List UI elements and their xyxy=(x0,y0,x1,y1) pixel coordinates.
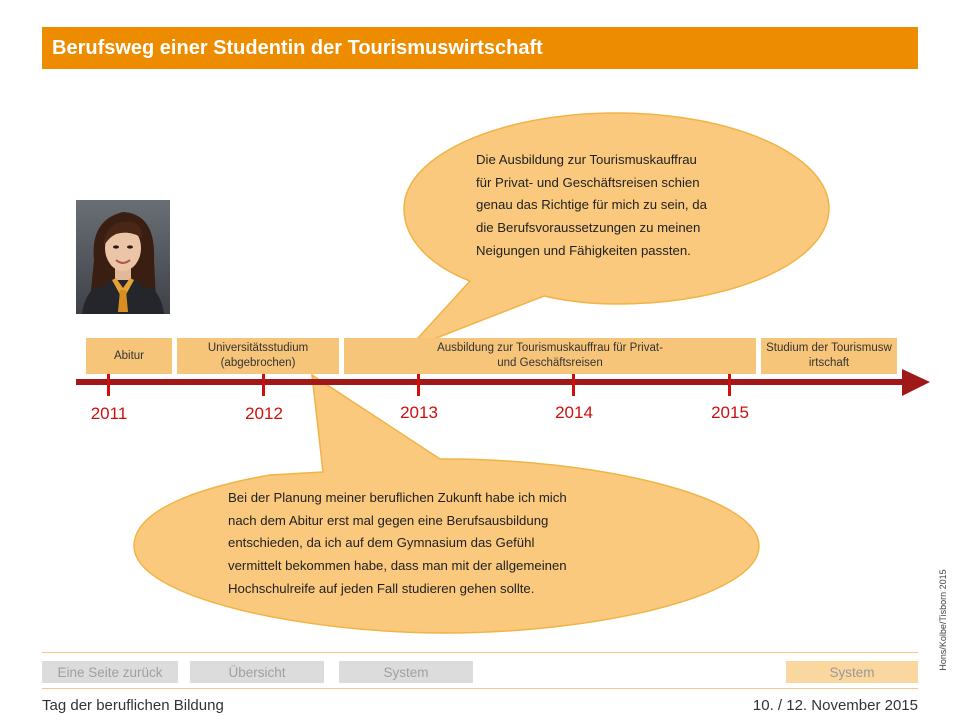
bubble-bottom-line: Hochschulreife auf jeden Fall studieren gehen sollte. xyxy=(228,580,535,596)
overview-button[interactable]: Übersicht xyxy=(190,661,324,683)
footer-date: 10. / 12. November 2015 xyxy=(752,697,918,714)
bubble-bottom-line: Bei der Planung meiner beruflichen Zukunft habe ich mich xyxy=(228,490,567,505)
footer-event: Tag der beruflichen Bildung xyxy=(42,697,224,714)
phase-label: Abitur xyxy=(113,349,145,362)
phase-label: Studium der Tourismuswirtschaft xyxy=(766,342,892,369)
phase-universitaetsstudium xyxy=(177,338,339,374)
phase-label: Universitätsstudium (abgebrochen) xyxy=(207,342,309,369)
year-label-2015: 2015 xyxy=(711,403,749,422)
bubble-top-line: für Privat- und Geschäftsreisen schien xyxy=(476,174,700,190)
bubble-top-line: genau das Richtige für mich zu sein, da xyxy=(476,197,707,213)
phase-studium xyxy=(761,338,897,374)
year-label-2012: 2012 xyxy=(245,404,283,423)
nav-divider-top xyxy=(42,652,918,653)
bubble-bottom-line: entschieden, da ich auf dem Gymnasium das Gefühl xyxy=(228,535,535,551)
year-label-2014: 2014 xyxy=(555,403,593,422)
year-label-2011: 2011 xyxy=(90,404,128,423)
bubble-bottom-line: vermittelt bekommen habe, dass man mit der allgemeinen xyxy=(228,558,567,574)
bubble-bottom-line: nach dem Abitur erst mal gegen eine Berufsausbildung xyxy=(228,512,549,528)
system-button[interactable]: System xyxy=(339,661,473,683)
bubble-top-line: die Berufsvoraussetzungen zu meinen xyxy=(476,220,701,236)
bubble-top-line: Die Ausbildung zur Tourismuskauffrau xyxy=(476,152,697,167)
year-label-2013: 2013 xyxy=(400,403,438,422)
system-button-right[interactable]: System xyxy=(786,661,918,683)
copyright-note: Hons/Kolbe/Tisborn 2015 xyxy=(938,569,948,671)
phase-abitur xyxy=(86,338,172,374)
bubble-top-line: Neigungen und Fähigkeiten passten. xyxy=(476,242,691,258)
page-title: Berufsweg einer Studentin der Tourismuswirtschaft xyxy=(52,36,543,59)
phase-label: Ausbildung zur Tourismuskauffrau für Privat- und Geschäftsreisen xyxy=(437,342,663,369)
bubble-top-text xyxy=(476,149,707,263)
bubble-bottom-text xyxy=(228,487,567,601)
back-button[interactable]: Eine Seite zurück xyxy=(42,661,178,683)
nav-divider-bottom xyxy=(42,688,918,689)
phase-ausbildung xyxy=(344,338,756,374)
